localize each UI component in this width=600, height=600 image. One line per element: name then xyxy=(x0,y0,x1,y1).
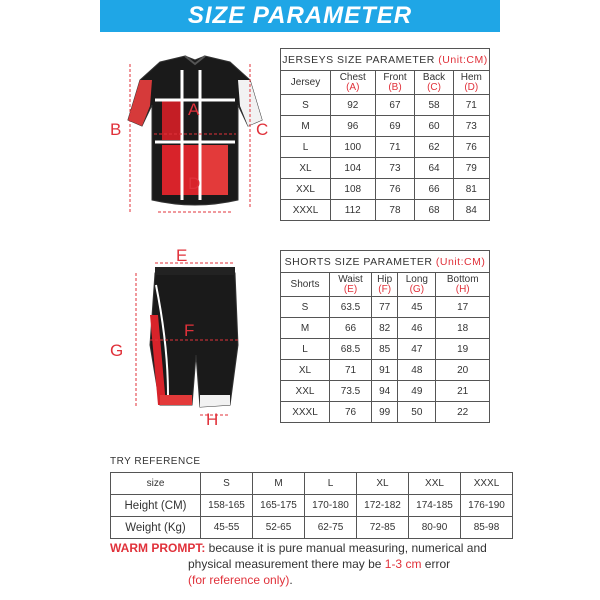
reference-cell: 52-65 xyxy=(253,517,305,539)
reference-cell: 174-185 xyxy=(409,495,461,517)
jerseys-table-cell: 69 xyxy=(375,116,415,137)
shorts-table-row xyxy=(281,360,490,381)
shorts-table-cell: 19 xyxy=(436,339,490,360)
shorts-table-cell: 85 xyxy=(372,339,398,360)
jerseys-table-title: JERSEYS SIZE PARAMETER (Unit:CM) xyxy=(281,49,490,71)
reference-header-cell: XL xyxy=(357,473,409,495)
shorts-table-cell: 77 xyxy=(372,297,398,318)
shorts-table-title: SHORTS SIZE PARAMETER (Unit:CM) xyxy=(281,251,490,273)
jerseys-table-row xyxy=(281,158,490,179)
shorts-table-cell: 45 xyxy=(398,297,436,318)
warm-prompt-line-3: (for reference only). xyxy=(188,573,293,587)
jerseys-table-row xyxy=(281,200,490,221)
jerseys-table-cell: 58 xyxy=(415,95,453,116)
shorts-table-cell: 94 xyxy=(372,381,398,402)
shorts-table-cell: 21 xyxy=(436,381,490,402)
shorts-table-cell: XXL xyxy=(281,381,330,402)
reference-header-cell: L xyxy=(305,473,357,495)
shorts-table-row xyxy=(281,381,490,402)
reference-row xyxy=(111,517,513,539)
jerseys-table-cell: 76 xyxy=(375,179,415,200)
shorts-table-cell: 82 xyxy=(372,318,398,339)
warm-prompt-text-1: because it is pure manual measuring, numerical and xyxy=(205,541,487,555)
jerseys-table-cell: 84 xyxy=(453,200,489,221)
dim-label-e: E xyxy=(176,246,188,265)
shorts-table-cell: 99 xyxy=(372,402,398,423)
shorts-table-row xyxy=(281,318,490,339)
reference-row xyxy=(111,495,513,517)
reference-cell: 62-75 xyxy=(305,517,357,539)
jerseys-table-cell: 81 xyxy=(453,179,489,200)
col-waist: Waist (E) xyxy=(330,273,372,297)
jerseys-table-row xyxy=(281,137,490,158)
shorts-table-row xyxy=(281,402,490,423)
page-title-banner: SIZE PARAMETER xyxy=(100,0,500,32)
jerseys-table-row xyxy=(281,95,490,116)
shorts-table-cell: XL xyxy=(281,360,330,381)
reference-header-row xyxy=(111,473,513,495)
reference-cell: 158-165 xyxy=(201,495,253,517)
dim-label-d: D xyxy=(188,174,201,193)
reference-header-cell: M xyxy=(253,473,305,495)
shorts-table-cell: L xyxy=(281,339,330,360)
warm-prompt-line-2: physical measurement there may be 1-3 cm error xyxy=(188,557,451,571)
jerseys-table-row xyxy=(281,116,490,137)
jerseys-table-cell: 73 xyxy=(375,158,415,179)
reference-cell: 172-182 xyxy=(357,495,409,517)
reference-header-cell: size xyxy=(111,473,201,495)
warm-prompt-label: WARM PROMPT: xyxy=(110,541,206,555)
dim-label-f: F xyxy=(184,321,195,340)
col-bottom: Bottom (H) xyxy=(436,273,490,297)
jerseys-size-table xyxy=(280,48,490,221)
shorts-table-cell: 66 xyxy=(330,318,372,339)
reference-cell: 80-90 xyxy=(409,517,461,539)
jersey-image xyxy=(100,50,280,220)
shorts-table-cell: 63.5 xyxy=(330,297,372,318)
shorts-table-cell: 71 xyxy=(330,360,372,381)
col-back: Back (C) xyxy=(415,71,453,95)
shorts-table-cell: 48 xyxy=(398,360,436,381)
jerseys-table-cell: XL xyxy=(281,158,331,179)
reference-cell: Weight (Kg) xyxy=(111,517,201,539)
jerseys-table-row xyxy=(281,179,490,200)
jerseys-table-cell: 78 xyxy=(375,200,415,221)
col-chest: Chest (A) xyxy=(331,71,376,95)
shorts-diagram xyxy=(100,245,280,435)
shorts-table-cell: 46 xyxy=(398,318,436,339)
col-long: Long (G) xyxy=(398,273,436,297)
reference-cell: 45-55 xyxy=(201,517,253,539)
shorts-table-row xyxy=(281,297,490,318)
shorts-table-cell: 76 xyxy=(330,402,372,423)
reference-header-cell: S xyxy=(201,473,253,495)
col-jersey: Jersey xyxy=(281,71,331,95)
shorts-table-cell: XXXL xyxy=(281,402,330,423)
dim-label-g: G xyxy=(110,341,124,360)
col-front: Front (B) xyxy=(375,71,415,95)
shorts-table-cell: 91 xyxy=(372,360,398,381)
jersey-diagram xyxy=(100,50,280,220)
shorts-table-cell: M xyxy=(281,318,330,339)
shorts-table-cell: 47 xyxy=(398,339,436,360)
jerseys-table-cell: 92 xyxy=(331,95,376,116)
jerseys-table-cell: 96 xyxy=(331,116,376,137)
col-shorts: Shorts xyxy=(281,273,330,297)
jerseys-table-cell: 100 xyxy=(331,137,376,158)
dim-label-h: H xyxy=(206,410,219,429)
try-reference-table xyxy=(110,472,513,539)
shorts-table-cell: 68.5 xyxy=(330,339,372,360)
jerseys-table-cell: 68 xyxy=(415,200,453,221)
jerseys-table-cell: 71 xyxy=(453,95,489,116)
reference-cell: 170-180 xyxy=(305,495,357,517)
jerseys-table-cell: 112 xyxy=(331,200,376,221)
try-reference-title: TRY REFERENCE xyxy=(110,456,201,467)
jerseys-table-cell: 108 xyxy=(331,179,376,200)
reference-cell: 176-190 xyxy=(461,495,513,517)
shorts-size-table xyxy=(280,250,490,423)
reference-cell: Height (CM) xyxy=(111,495,201,517)
shorts-table-cell: S xyxy=(281,297,330,318)
shorts-table-cell: 22 xyxy=(436,402,490,423)
jerseys-table-cell: 71 xyxy=(375,137,415,158)
shorts-table-cell: 20 xyxy=(436,360,490,381)
jerseys-table-cell: XXL xyxy=(281,179,331,200)
jerseys-table-cell: 60 xyxy=(415,116,453,137)
col-hip: Hip (F) xyxy=(372,273,398,297)
jerseys-table-cell: XXXL xyxy=(281,200,331,221)
jerseys-table-cell: M xyxy=(281,116,331,137)
shorts-table-cell: 18 xyxy=(436,318,490,339)
shorts-table-row xyxy=(281,339,490,360)
dim-label-c: C xyxy=(256,120,269,139)
reference-cell: 165-175 xyxy=(253,495,305,517)
jerseys-table-cell: 104 xyxy=(331,158,376,179)
jerseys-table-cell: 62 xyxy=(415,137,453,158)
col-hem: Hem (D) xyxy=(453,71,489,95)
jerseys-table-cell: 79 xyxy=(453,158,489,179)
jerseys-table-cell: 64 xyxy=(415,158,453,179)
shorts-table-cell: 49 xyxy=(398,381,436,402)
shorts-table-cell: 73.5 xyxy=(330,381,372,402)
jerseys-table-cell: 76 xyxy=(453,137,489,158)
jerseys-table-cell: 67 xyxy=(375,95,415,116)
shorts-table-cell: 50 xyxy=(398,402,436,423)
jerseys-table-cell: S xyxy=(281,95,331,116)
shorts-table-cell: 17 xyxy=(436,297,490,318)
dim-label-b: B xyxy=(110,120,122,139)
dim-label-a: A xyxy=(188,100,200,119)
reference-cell: 72-85 xyxy=(357,517,409,539)
reference-cell: 85-98 xyxy=(461,517,513,539)
reference-header-cell: XXL xyxy=(409,473,461,495)
jerseys-table-cell: 66 xyxy=(415,179,453,200)
jerseys-table-cell: L xyxy=(281,137,331,158)
reference-header-cell: XXXL xyxy=(461,473,513,495)
jerseys-table-cell: 73 xyxy=(453,116,489,137)
warm-prompt xyxy=(110,540,510,588)
